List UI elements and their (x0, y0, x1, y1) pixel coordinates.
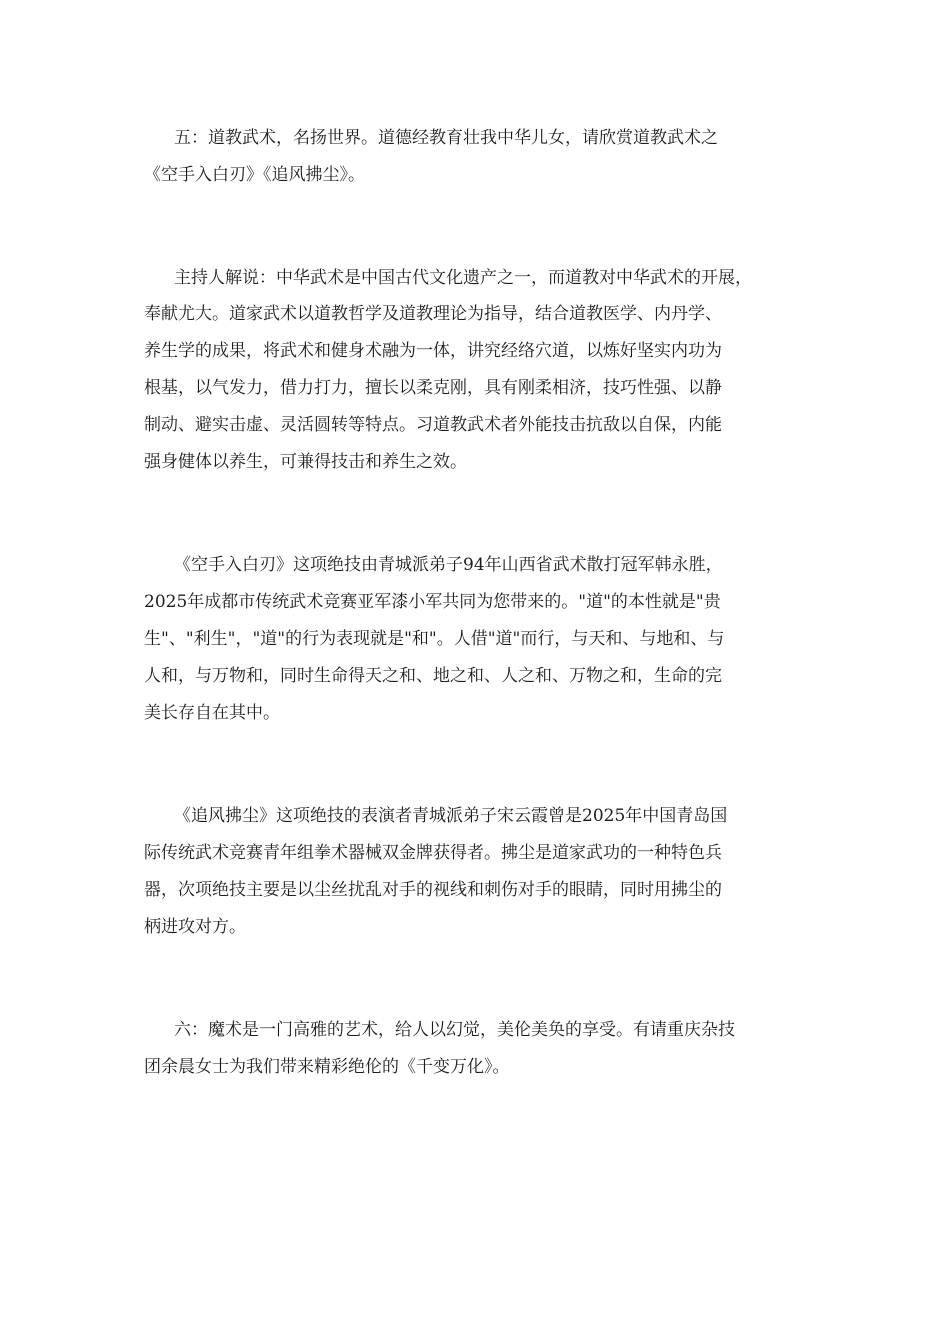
paragraph-line: 际传统武术竞赛青年组拳术器械双金牌获得者。拂尘是道家武功的一种特色兵 (144, 843, 722, 863)
paragraph-line: 根基，以气发力，借力打力，擅长以柔克刚，具有刚柔相济，技巧性强、以静 (144, 378, 722, 398)
paragraph-line: 五：道教武术，名扬世界。道德经教育壮我中华儿女，请欣赏道教武术之 (174, 128, 718, 148)
paragraph-line: 制动、避实击虚、灵活圆转等特点。习道教武术者外能技击抗敌以自保，内能 (144, 415, 722, 435)
paragraph-line: 团余晨女士为我们带来精彩绝伦的《千变万化》。 (144, 1057, 510, 1077)
paragraph-line: 奉献尤大。道家武术以道教哲学及道教理论为指导，结合道教医学、内丹学、 (144, 304, 722, 324)
paragraph-line: 美长存自在其中。 (144, 703, 280, 723)
paragraph-line: 主持人解说：中华武术是中国古代文化遗产之一，而道教对中华武术的开展， (174, 268, 752, 288)
paragraph-line: 养生学的成果，将武术和健身术融为一体，讲究经络穴道，以炼好坚实内功为 (144, 341, 722, 361)
paragraph-line: 《空手入白刃》这项绝技由青城派弟子94年山西省武术散打冠军韩永胜， (174, 555, 723, 575)
paragraph-line: 2025年成都市传统武术竞赛亚军漆小军共同为您带来的。"道"的本性就是"贵 (144, 592, 721, 612)
paragraph-line: 器，次项绝技主要是以尘丝扰乱对手的视线和刺伤对手的眼睛，同时用拂尘的 (144, 880, 722, 900)
paragraph-line: 生"、"利生"，"道"的行为表现就是"和"。人借"道"而行，与天和、与地和、与 (144, 629, 725, 649)
paragraph-line: 强身健体以养生，可兼得技击和养生之效。 (144, 452, 467, 472)
paragraph-line: 六：魔术是一门高雅的艺术，给人以幻觉，美伦美奂的享受。有请重庆杂技 (174, 1020, 735, 1040)
paragraph-line: 柄进攻对方。 (144, 917, 246, 937)
paragraph-line: 人和，与万物和，同时生命得天之和、地之和、人之和、万物之和，生命的完 (144, 666, 722, 686)
paragraph-line: 《追风拂尘》这项绝技的表演者青城派弟子宋云霞曾是2025年中国青岛国 (174, 806, 728, 826)
paragraph-line: 《空手入白刃》《追风拂尘》。 (144, 165, 365, 185)
